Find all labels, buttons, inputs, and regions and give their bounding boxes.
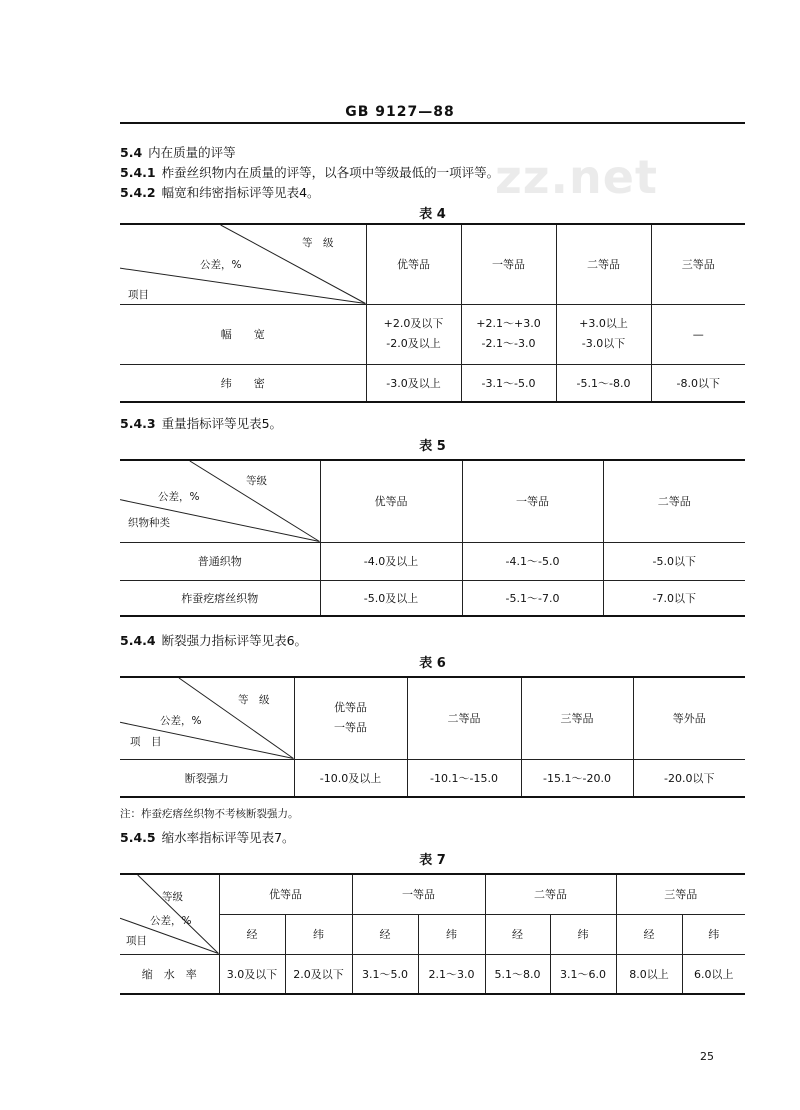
header-rule xyxy=(120,122,745,124)
table4-header: 三等品 xyxy=(651,224,745,304)
section-5-4: 5.4 内在质量的评等 xyxy=(120,145,236,160)
table7-corner-grade: 等级 xyxy=(162,891,183,903)
table5-cell: -4.1～-5.0 xyxy=(462,542,603,580)
table5-caption: 表 5 xyxy=(419,439,446,454)
table6-caption: 表 6 xyxy=(419,656,446,671)
watermark: zz.net xyxy=(495,150,658,204)
table4-row-label: 纬 密 xyxy=(120,364,366,402)
table4-caption: 表 4 xyxy=(419,207,446,222)
table4-cell: -3.1～-5.0 xyxy=(461,364,556,402)
table4-cell: +2.1～+3.0 -2.1～-3.0 xyxy=(461,304,556,364)
table5-cell: -5.0及以上 xyxy=(320,580,462,616)
table6-row-label: 断裂强力 xyxy=(120,759,294,797)
table4-cell: — xyxy=(651,304,745,364)
table7-subheader-warp: 经 xyxy=(485,914,550,954)
table7-subheader-warp: 经 xyxy=(219,914,285,954)
table6-corner xyxy=(120,677,294,759)
table7-subheader-weft: 纬 xyxy=(418,914,485,954)
table5-cell: -7.0以下 xyxy=(603,580,745,616)
table6-header: 三等品 xyxy=(521,677,633,759)
section-5-4-1: 5.4.1 柞蚕丝织物内在质量的评等，以各项中等级最低的一项评等。 xyxy=(120,165,500,180)
table7-header: 二等品 xyxy=(485,874,616,914)
table5-corner-grade: 等级 xyxy=(246,475,267,487)
table6-cell: -10.0及以上 xyxy=(294,759,407,797)
table4-cell: -3.0及以上 xyxy=(366,364,461,402)
table7-subheader-weft: 纬 xyxy=(682,914,745,954)
table6-header: 优等品 一等品 xyxy=(294,677,407,759)
table5-cell: -5.1～-7.0 xyxy=(462,580,603,616)
section-5-4-2: 5.4.2 幅宽和纬密指标评等见表4。 xyxy=(120,185,320,200)
table5-corner-tolerance: 公差，% xyxy=(158,491,200,503)
table7-cell: 3.1～6.0 xyxy=(550,954,616,994)
table7-row-label: 缩 水 率 xyxy=(120,954,219,994)
table5-header: 一等品 xyxy=(462,460,603,542)
table6-header: 等外品 xyxy=(633,677,745,759)
table5-header: 二等品 xyxy=(603,460,745,542)
table6-cell: -20.0以下 xyxy=(633,759,745,797)
table7-subheader-warp: 经 xyxy=(352,914,418,954)
table6-header: 二等品 xyxy=(407,677,521,759)
table6-corner-item: 项 目 xyxy=(130,736,162,748)
table5-cell: -4.0及以上 xyxy=(320,542,462,580)
table4-corner-grade: 等 级 xyxy=(302,237,334,249)
table4-cell: -5.1～-8.0 xyxy=(556,364,651,402)
table5-row-label: 普通织物 xyxy=(120,542,320,580)
table7-cell: 8.0以上 xyxy=(616,954,682,994)
table7-corner xyxy=(120,874,219,954)
table6-corner-grade: 等 级 xyxy=(238,694,270,706)
table7-caption: 表 7 xyxy=(419,853,446,868)
table6-corner-tolerance: 公差，% xyxy=(160,715,202,727)
table4-corner xyxy=(120,224,366,304)
table7-cell: 2.0及以下 xyxy=(285,954,352,994)
table7-cell: 2.1～3.0 xyxy=(418,954,485,994)
section-5-4-3: 5.4.3 重量指标评等见表5。 xyxy=(120,416,283,431)
table5-corner xyxy=(120,460,320,542)
table7-cell: 3.0及以下 xyxy=(219,954,285,994)
table4-header: 优等品 xyxy=(366,224,461,304)
page-number: 25 xyxy=(700,1050,714,1063)
table4 xyxy=(120,223,745,403)
table7-header: 优等品 xyxy=(219,874,352,914)
table5-cell: -5.0以下 xyxy=(603,542,745,580)
section-5-4-4: 5.4.4 断裂强力指标评等见表6。 xyxy=(120,633,308,648)
table4-corner-tolerance: 公差，% xyxy=(200,259,242,271)
table5-header: 优等品 xyxy=(320,460,462,542)
table5-corner-item: 织物种类 xyxy=(128,517,170,529)
table4-row-label: 幅 宽 xyxy=(120,304,366,364)
table4-cell: -8.0以下 xyxy=(651,364,745,402)
table6-note: 注：柞蚕疙瘩丝织物不考核断裂强力。 xyxy=(120,808,299,820)
table6 xyxy=(120,676,745,798)
table6-cell: -10.1～-15.0 xyxy=(407,759,521,797)
table7-cell: 5.1～8.0 xyxy=(485,954,550,994)
table7-header: 三等品 xyxy=(616,874,745,914)
table7-cell: 6.0以上 xyxy=(682,954,745,994)
table5 xyxy=(120,459,745,617)
standard-code-header: GB 9127—88 xyxy=(345,104,455,120)
table7-header: 一等品 xyxy=(352,874,485,914)
table7 xyxy=(120,873,745,995)
table7-subheader-warp: 经 xyxy=(616,914,682,954)
table4-corner-item: 项目 xyxy=(128,289,149,301)
table4-cell: +3.0以上 -3.0以下 xyxy=(556,304,651,364)
table5-row-label: 柞蚕疙瘩丝织物 xyxy=(120,580,320,616)
table4-header: 二等品 xyxy=(556,224,651,304)
table4-header: 一等品 xyxy=(461,224,556,304)
table7-corner-item: 项目 xyxy=(126,935,147,947)
table7-subheader-weft: 纬 xyxy=(550,914,616,954)
table6-cell: -15.1～-20.0 xyxy=(521,759,633,797)
table7-subheader-weft: 纬 xyxy=(285,914,352,954)
section-5-4-5: 5.4.5 缩水率指标评等见表7。 xyxy=(120,830,295,845)
table7-corner-tolerance: 公差，% xyxy=(150,915,192,927)
table7-cell: 3.1～5.0 xyxy=(352,954,418,994)
table4-cell: +2.0及以下 -2.0及以上 xyxy=(366,304,461,364)
